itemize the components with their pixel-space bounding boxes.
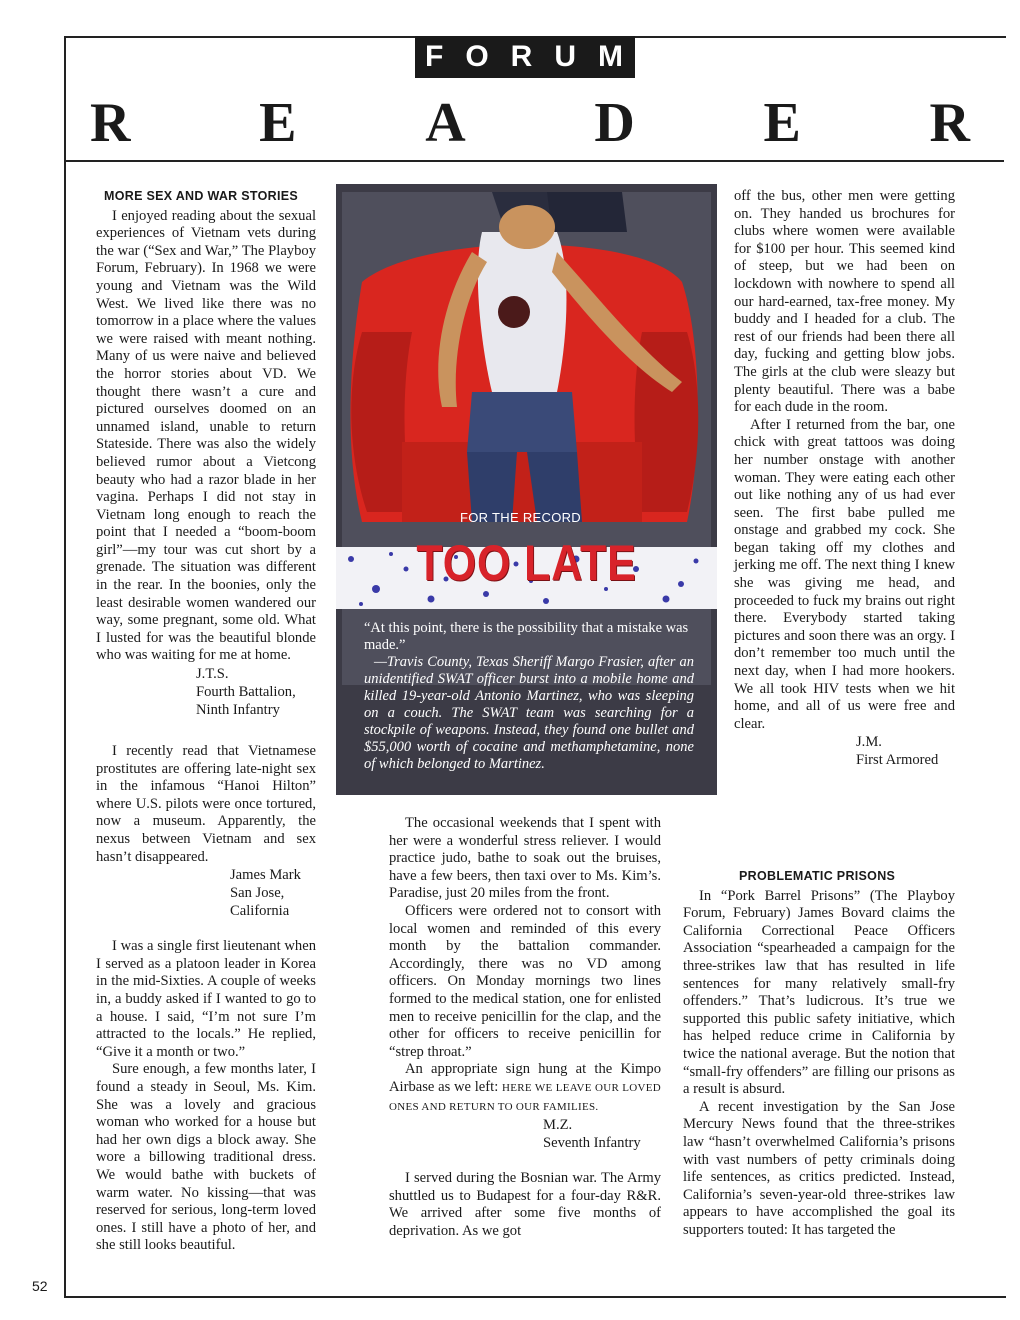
header-rule	[66, 160, 1004, 162]
signature-line: J.T.S.	[196, 666, 229, 683]
column-3-bottom	[683, 868, 955, 1239]
sidebar-quote	[364, 620, 694, 773]
quote-attribution: —Travis County, Texas Sheriff Margo Frasier, after an unidentified SWAT officer burst into a mobile home and killed 19-year-old Antonio Martinez, who was sleeping on a couch. The SWAT team was searching for a stockpile of weapons. Instead, they found one bullet and $55,000 worth of cocaine and methamphetamine, none of which belonged to Martinez.	[364, 654, 694, 772]
signature-line: Seventh Infantry	[543, 1135, 641, 1152]
letter-text: I enjoyed reading about the sexual experiences of Vietnam vets during the war (“Sex and War,” The Playboy Forum, February). In 1968 we were young and Vietnam was the Wild West. We lived like there was no tomorrow in a place where the values we were raised with meant nothing. Many of us were naive and believed the horror stories about VD. We thought there wasn’t a cure and pictured ourselves doomed on an unnamed island, unable to return Stateside. There was also the widely believed rumor about a Vietcong beauty who had a razor blade in her vagina. Perhaps I did not stay in Vietnam long enough to reach the point that I needed a “boom-boom girl”—my tour was cut short by a grenade. The situation was different in the rear. In the boonies, only the least desirable women wandered our way, some pregnant, some old. What I lusted for was the beautiful blonde who was waiting for me at home.	[96, 207, 316, 664]
title-letter: A	[425, 92, 466, 154]
letter-signature	[230, 866, 316, 920]
headline-banner	[336, 529, 717, 624]
letter-text: After I returned from the bar, one chick with great tattoos was doing her number onstage with another woman. They were eating each other out like nothing any of us had ever seen. The first babe pulled me onstage and grabbed my cock. She began taking off my clothes and jerking me off. The next thing I knew she was giving me head, and proceeded to fuck my brains out right there. Everybody started taking pictures and soon there was an orgy. I don’t remember too much until the next day, when I had more hookers. We all took HIV tests when we hit home, and all of us were free and clear.	[734, 416, 955, 732]
letter-text: The occasional weekends that I spent with her were a wonderful stress reliever. I would practice judo, bathe to soak out the bruises, have a few beers, then taxi over to Ms. Kim’s. Paradise, just 20 miles from the front.	[389, 815, 661, 902]
letter-text: I recently read that Vietnamese prostitutes are offering late-night sex in the infamous “Hanoi Hilton” where U.S. pilots were once tortured, now a museum. Apparently, the nexus between Vietnam and sex hasn’t disappeared.	[96, 743, 316, 865]
signature-line: M.Z.	[543, 1117, 573, 1134]
title-letter: D	[594, 92, 635, 154]
letter-text: Sure enough, a few months later, I found a steady in Seoul, Ms. Kim. She was a lovely and gracious woman who worked for a house but had her own digs a block away. She wore a billowing traditional dress. We would bathe with buckets of warm water. No kissing—that was reserved for serious, long-term loved ones. I still have a photo of her, and she still looks beautiful.	[96, 1061, 316, 1254]
article-heading: MORE SEX AND WAR STORIES	[104, 189, 299, 203]
letter-signature	[856, 733, 955, 769]
signature-line: J.M.	[856, 734, 882, 751]
letter-text: Officers were ordered not to consort with local women and reminded of this every month by the battalion commander. Accordingly, there was no VD among officers. On Monday mornings two lines formed to the medical station, one for enlisted men to receive penicillin for the clap, and the other for officers to receive penicillin for “strep throat.”	[389, 902, 661, 1060]
letter-text: I served during the Bosnian war. The Army shuttled us to Budapest for a four-day R&R. We arrived after some five months of deprivation. As we got	[389, 1170, 661, 1239]
sign-text: HERE WE LEAVE OUR LOVED ONES AND RETURN TO OUR FAMILIES.	[389, 1081, 661, 1113]
quote-text: “At this point, there is the possibility that a mistake was made.”	[364, 620, 689, 653]
letter-text: In “Pork Barrel Prisons” (The Playboy Forum, February) James Bovard claims the California Correctional Peace Officers Association “spearheaded a campaign for the three-strikes law that has resulted in life sentences for many relatively small-fry offenders.” That’s ludicrous. It’s true we supported this public safety initiative, which has helped reduce crime in California by twice the national average. But the notion that “small-fry offenders” are filling our prisons as a result is absurd.	[683, 887, 955, 1098]
letter-signature	[543, 1116, 661, 1152]
column-3-top	[734, 188, 955, 769]
section-label: FORUM	[415, 36, 635, 78]
for-the-record-sidebar	[336, 184, 717, 795]
letter-text: An appropriate sign hung at the Kimpo Airbase as we left:	[389, 1061, 661, 1095]
title-letter: R	[90, 92, 131, 154]
column-2	[389, 815, 661, 1240]
page-title	[90, 88, 970, 158]
signature-line: San Jose, California	[230, 885, 290, 920]
column-1	[96, 188, 316, 1255]
signature-line: Ninth Infantry	[196, 702, 280, 719]
page-number: 52	[32, 1278, 48, 1294]
signature-line: Fourth Battalion,	[196, 684, 296, 701]
signature-line: James Mark	[230, 867, 301, 884]
letter-text	[389, 1061, 661, 1116]
signature-line: First Armored	[856, 752, 939, 769]
letter-signature	[196, 665, 316, 719]
letter-text: A recent investigation by the San Jose Mercury News found that the three-strikes law “hasn’t overwhelmed California’s prisons with vast numbers of petty criminals doing life sentences, as critics predicted. Instead, California’s seven-year-old three-strikes law appears to have accomplished the goal its supporters touted: It has targeted the	[683, 1098, 955, 1238]
headline: TOO LATE	[416, 535, 637, 591]
letter-text: I was a single first lieutenant when I served as a platoon leader in Korea in the mid-Sixties. A couple of weeks in, a buddy asked if I wanted to go to a house. I said, “I’m not sure I’m attracted to the locals.” He replied, “Give it a month or two.”	[96, 938, 316, 1060]
sidebar-label: FOR THE RECORD	[460, 510, 581, 525]
article-heading: PROBLEMATIC PRISONS	[739, 869, 896, 883]
title-letter: R	[929, 92, 970, 154]
letter-text: off the bus, other men were getting on. They handed us brochures for clubs where women were available for $100 per hour. This seemed kind of steep, but we had been on lockdown with nowhere to spend all our hard-earned, tax-free money. My buddy and I headed for a club. The rest of our friends had been there all day, fucking and getting blow jobs. The girls at the club were sleazy but plenty beautiful. There was a babe for each dude in the room.	[734, 188, 955, 416]
title-letter: E	[259, 92, 297, 154]
title-letter: E	[763, 92, 801, 154]
